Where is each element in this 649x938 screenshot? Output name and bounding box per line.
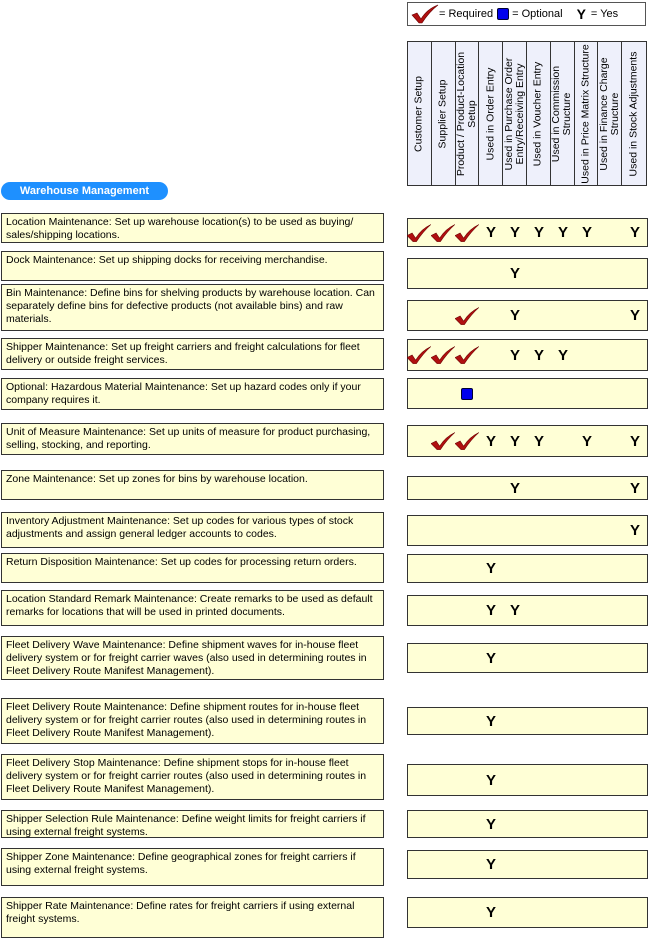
usage-mark (479, 898, 503, 927)
check-icon (407, 344, 431, 366)
yes-mark: Y (509, 479, 520, 497)
task-usage-row (407, 850, 648, 879)
column-header (598, 42, 622, 185)
usage-mark (503, 426, 527, 456)
usage-mark (503, 301, 527, 330)
column-header (551, 42, 575, 185)
column-header (622, 42, 646, 185)
legend-yes-symbol: Y (576, 6, 586, 22)
yes-mark: Y (485, 224, 496, 241)
column-header-label: Used in Voucher Entry (531, 61, 544, 166)
check-icon (455, 430, 479, 452)
check-icon (411, 4, 439, 24)
column-header-label: Used in Stock Adjustments (627, 51, 640, 176)
yes-mark: Y (485, 815, 496, 833)
required-mark (431, 426, 455, 456)
task-description: Shipper Maintenance: Set up freight carriers and freight calculations for fleet delivery or outside freight services. (1, 338, 384, 370)
usage-mark (551, 340, 575, 370)
section-warehouse-management[interactable]: Warehouse Management (1, 182, 168, 200)
task-usage-row (407, 425, 648, 457)
usage-mark (503, 477, 527, 499)
usage-mark (479, 555, 503, 582)
usage-mark (527, 340, 551, 370)
task-description: Shipper Rate Maintenance: Define rates for freight carriers if using external freight systems. (1, 897, 384, 938)
column-header (432, 42, 456, 185)
yes-mark: Y (485, 904, 496, 921)
optional-mark (455, 379, 479, 408)
usage-mark (503, 219, 527, 246)
yes-mark: Y (581, 224, 592, 241)
required-mark (455, 219, 479, 246)
yes-mark: Y (629, 224, 640, 241)
task-description: Location Standard Remark Maintenance: Create remarks to be used as default remarks for locations that will be used in printed documents. (1, 590, 384, 626)
yes-mark: Y (509, 346, 520, 364)
usage-mark (623, 219, 647, 246)
usage-mark (479, 851, 503, 878)
usage-mark (551, 219, 575, 246)
yes-mark: Y (509, 602, 520, 619)
task-usage-row (407, 300, 648, 331)
required-mark (431, 219, 455, 246)
task-usage-row (407, 476, 648, 500)
task-description: Shipper Selection Rule Maintenance: Define weight limits for freight carriers if using external freight systems. (1, 810, 384, 838)
yes-mark: Y (533, 224, 544, 241)
check-icon (455, 344, 479, 366)
check-icon (431, 430, 455, 452)
yes-mark: Y (485, 856, 496, 873)
task-usage-row (407, 595, 648, 626)
usage-mark (479, 765, 503, 795)
usage-mark (503, 259, 527, 288)
task-description: Bin Maintenance: Define bins for shelving products by warehouse location. Can separately define bins for defective products (not available bins) and raw materials. (1, 284, 384, 331)
column-header (575, 42, 599, 185)
yes-mark: Y (509, 432, 520, 450)
required-mark (455, 301, 479, 330)
usage-mark (479, 596, 503, 625)
legend-yes-label: = Yes (590, 8, 619, 20)
task-description: Zone Maintenance: Set up zones for bins by warehouse location. (1, 470, 384, 500)
usage-mark (527, 219, 551, 246)
legend-required-label: = Required (439, 8, 494, 20)
usage-mark (623, 477, 647, 499)
usage-mark (503, 596, 527, 625)
required-mark (407, 340, 431, 370)
task-usage-row (407, 764, 648, 796)
task-description: Shipper Zone Maintenance: Define geographical zones for freight carriers if using external freight systems. (1, 848, 384, 886)
yes-mark: Y (485, 602, 496, 619)
task-usage-row (407, 339, 648, 371)
usage-mark (479, 644, 503, 672)
task-usage-row (407, 810, 648, 838)
yes-mark: Y (629, 479, 640, 497)
check-icon (431, 344, 455, 366)
task-description: Fleet Delivery Wave Maintenance: Define shipment waves for in-house fleet delivery system or for freight carrier waves (also used in determining routes in Fleet Delivery Route Manifest Management). (1, 636, 384, 680)
column-header-label: Used in Order Entry (484, 67, 497, 160)
optional-square-icon (461, 388, 473, 400)
task-description: Unit of Measure Maintenance: Set up units of measure for product purchasing, selling, stocking, and reporting. (1, 423, 384, 455)
yes-mark: Y (485, 432, 496, 450)
yes-mark: Y (581, 432, 592, 450)
usage-mark (479, 219, 503, 246)
task-description: Return Disposition Maintenance: Set up codes for processing return orders. (1, 553, 384, 583)
yes-mark: Y (509, 307, 520, 324)
yes-mark: Y (557, 224, 568, 241)
task-description: Inventory Adjustment Maintenance: Set up codes for various types of stock adjustments and assign general ledger accounts to codes. (1, 512, 384, 548)
column-header-label: Customer Setup (412, 75, 425, 152)
usage-mark (623, 301, 647, 330)
usage-mark (479, 811, 503, 837)
check-icon (407, 222, 431, 244)
column-header-label: Used in Purchase Order Entry/Receiving Entry (502, 57, 526, 170)
task-description: Fleet Delivery Route Maintenance: Define shipment routes for in-house fleet delivery system or for freight carrier routes (also used in determining routes in Fleet Delivery Route Manifest Management). (1, 698, 384, 744)
column-header-label: Used in Price Matrix Structure (579, 43, 592, 184)
task-usage-row (407, 258, 648, 289)
yes-mark: Y (533, 432, 544, 450)
check-icon (455, 222, 479, 244)
legend (407, 2, 646, 26)
task-usage-row (407, 897, 648, 928)
yes-mark: Y (485, 771, 496, 789)
yes-mark: Y (485, 560, 496, 577)
task-usage-row (407, 643, 648, 673)
yes-mark: Y (629, 522, 640, 539)
usage-mark (575, 219, 599, 246)
optional-square-icon (497, 8, 509, 20)
yes-mark: Y (629, 432, 640, 450)
task-description: Location Maintenance: Set up warehouse location(s) to be used as buying/ sales/shipping locations. (1, 213, 384, 243)
task-usage-row (407, 218, 648, 247)
yes-mark: Y (509, 224, 520, 241)
usage-mark (503, 340, 527, 370)
task-usage-row (407, 707, 648, 735)
column-header (503, 42, 527, 185)
usage-mark (479, 426, 503, 456)
column-header-label: Used in Finance Charge Structure (597, 56, 621, 171)
column-header-label: Product / Product-Location Setup (454, 51, 478, 176)
column-header-label: Used in Commission Structure (550, 65, 574, 162)
yes-mark: Y (557, 346, 568, 364)
check-icon (455, 305, 479, 327)
required-mark (431, 340, 455, 370)
yes-mark: Y (533, 346, 544, 364)
column-header (479, 42, 503, 185)
task-usage-row (407, 554, 648, 583)
task-usage-row (407, 515, 648, 546)
yes-mark: Y (485, 712, 496, 730)
task-usage-row (407, 378, 648, 409)
task-description: Dock Maintenance: Set up shipping docks for receiving merchandise. (1, 251, 384, 281)
yes-mark: Y (509, 265, 520, 282)
column-header-label: Supplier Setup (436, 79, 449, 148)
usage-mark (623, 516, 647, 545)
usage-mark (527, 426, 551, 456)
legend-optional-label: = Optional (512, 8, 563, 20)
required-mark (407, 219, 431, 246)
check-icon (431, 222, 455, 244)
yes-mark: Y (485, 649, 496, 667)
usage-mark (479, 708, 503, 734)
usage-mark (623, 426, 647, 456)
column-header (456, 42, 480, 185)
column-header (527, 42, 551, 185)
task-description: Optional: Hazardous Material Maintenance: Set up hazard codes only if your company requires it. (1, 378, 384, 410)
column-header (408, 42, 432, 185)
required-mark (455, 340, 479, 370)
usage-mark (575, 426, 599, 456)
task-description: Fleet Delivery Stop Maintenance: Define shipment stops for in-house fleet delivery system or for freight carrier routes (also used in determining routes in Fleet Delivery Route Manifest Management). (1, 754, 384, 800)
yes-mark: Y (629, 307, 640, 324)
column-headers (407, 41, 647, 186)
required-mark (455, 426, 479, 456)
